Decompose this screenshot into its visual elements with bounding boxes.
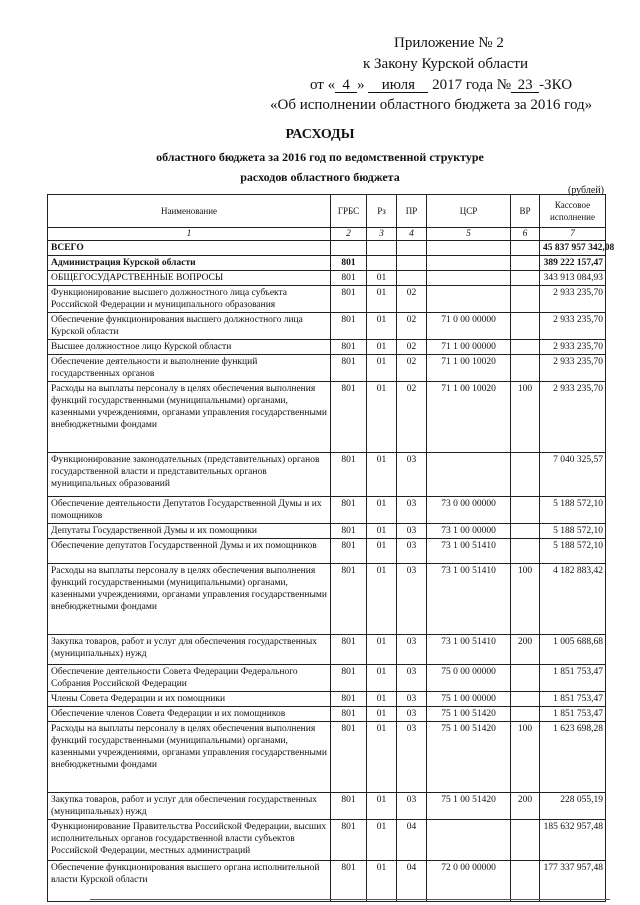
cell-vr (511, 340, 540, 355)
law-number: 23 (511, 78, 539, 93)
date-day: 4 (335, 78, 357, 93)
cell-pr: 03 (397, 692, 427, 707)
cell-pr (397, 256, 427, 271)
cell-vr (511, 861, 540, 902)
index-cell: 3 (367, 228, 397, 241)
cell-grbs: 801 (331, 382, 367, 453)
cell-amount: 2 933 235,70 (540, 382, 606, 453)
document-subtitle-1: областного бюджета за 2016 год по ведомственной структуре (156, 150, 484, 164)
cell-amount: 5 188 572,10 (540, 539, 606, 564)
cell-amount: 1 851 753,47 (540, 692, 606, 707)
cell-amount: 5 188 572,10 (540, 524, 606, 539)
col-rz-header: Рз (367, 195, 397, 228)
cell-rz: 01 (367, 564, 397, 635)
cell-grbs (331, 241, 367, 256)
cell-amount: 2 933 235,70 (540, 313, 606, 340)
index-cell: 5 (427, 228, 511, 241)
cell-amount: 177 337 957,48 (540, 861, 606, 902)
cell-rz: 01 (367, 539, 397, 564)
date-prefix: от « (310, 77, 336, 93)
cell-name: Обеспечение функционирования высшего органа исполнительной власти Курской области (48, 861, 331, 902)
cell-rz: 01 (367, 793, 397, 820)
cell-amount: 228 055,19 (540, 793, 606, 820)
table-row (48, 453, 606, 497)
cell-vr (511, 692, 540, 707)
expenditure-table (47, 194, 615, 902)
table-row (48, 564, 606, 635)
cell-pr: 02 (397, 286, 427, 313)
col-vr-header: ВР (511, 195, 540, 228)
cell-vr: 100 (511, 382, 540, 453)
cell-amount: 5 188 572,10 (540, 497, 606, 524)
cell-vr: 100 (511, 564, 540, 635)
table-body (48, 241, 615, 902)
cell-name: ОБЩЕГОСУДАРСТВЕННЫЕ ВОПРОСЫ (48, 271, 331, 286)
cell-vr (511, 256, 540, 271)
cell-vr (511, 539, 540, 564)
cell-grbs: 801 (331, 497, 367, 524)
cell-grbs: 801 (331, 722, 367, 793)
cell-csr (427, 286, 511, 313)
cell-vr (511, 524, 540, 539)
cell-pr: 03 (397, 707, 427, 722)
cell-pr: 03 (397, 635, 427, 665)
table-row (48, 355, 606, 382)
cell-csr (427, 256, 511, 271)
table-row (48, 286, 606, 313)
cell-name: Обеспечение депутатов Государственной Думы и их помощников (48, 539, 331, 564)
cell-csr: 75 1 00 51420 (427, 793, 511, 820)
cell-rz (367, 241, 397, 256)
cell-rz: 01 (367, 313, 397, 340)
cell-pr: 02 (397, 313, 427, 340)
cell-vr (511, 313, 540, 340)
cell-amount: 185 632 957,48 (540, 820, 606, 861)
index-cell: 6 (511, 228, 540, 241)
cell-csr: 73 1 00 51410 (427, 539, 511, 564)
cell-csr: 75 1 00 51420 (427, 707, 511, 722)
cell-grbs: 801 (331, 524, 367, 539)
cell-amount: 343 913 084,93 (540, 271, 606, 286)
cell-csr (427, 271, 511, 286)
cell-rz: 01 (367, 692, 397, 707)
cell-amount: 4 182 883,42 (540, 564, 606, 635)
cell-csr: 75 1 00 00000 (427, 692, 511, 707)
col-pr-header: ПР (397, 195, 427, 228)
cell-grbs: 801 (331, 692, 367, 707)
cell-vr (511, 286, 540, 313)
cell-rz: 01 (367, 707, 397, 722)
table-row (48, 539, 606, 564)
cell-grbs: 801 (331, 256, 367, 271)
document-subtitle-2: расходов областного бюджета (240, 170, 400, 184)
cell-csr: 73 1 00 51410 (427, 564, 511, 635)
cell-name: Обеспечение деятельности Совета Федерации Федерального Собрания Российской Федерации (48, 665, 331, 692)
cell-name: ВСЕГО (48, 241, 331, 256)
cell-vr: 100 (511, 722, 540, 793)
table-row (48, 665, 606, 692)
cell-rz (367, 256, 397, 271)
cell-name: Расходы на выплаты персоналу в целях обеспечения выполнения функций государственными (муниципальными) органами, казенными учреждениями, органами управления государственными внебюджетными фондами (48, 722, 331, 793)
cell-grbs: 801 (331, 861, 367, 902)
cell-pr: 03 (397, 793, 427, 820)
cell-pr: 04 (397, 820, 427, 861)
cell-csr: 73 1 00 51410 (427, 635, 511, 665)
table-row (48, 692, 606, 707)
cell-csr: 75 0 00 00000 (427, 665, 511, 692)
cell-grbs: 801 (331, 820, 367, 861)
cell-pr: 03 (397, 539, 427, 564)
index-cell: 1 (48, 228, 331, 241)
table-row (48, 313, 606, 340)
cell-vr (511, 355, 540, 382)
cell-vr (511, 453, 540, 497)
col-name-header: Наименование (48, 195, 331, 228)
cell-grbs: 801 (331, 453, 367, 497)
law-title: «Об исполнении областного бюджета за 2016 год» (270, 97, 593, 113)
cell-amount: 2 933 235,70 (540, 340, 606, 355)
cell-name: Депутаты Государственной Думы и их помощники (48, 524, 331, 539)
document-title: РАСХОДЫ (285, 127, 355, 142)
cell-csr: 73 0 00 00000 (427, 497, 511, 524)
cell-vr (511, 665, 540, 692)
unit-label: (рублей) (567, 185, 604, 196)
cell-rz: 01 (367, 340, 397, 355)
cell-rz: 01 (367, 861, 397, 902)
cell-name: Закупка товаров, работ и услуг для обеспечения государственных (муниципальных) нужд (48, 635, 331, 665)
table-row (48, 707, 606, 722)
cell-pr: 03 (397, 497, 427, 524)
cell-pr: 04 (397, 861, 427, 902)
cell-grbs: 801 (331, 271, 367, 286)
cell-csr: 71 1 00 00000 (427, 340, 511, 355)
page-bottom-rule (90, 899, 610, 900)
cell-amount: 1 851 753,47 (540, 665, 606, 692)
cell-name: Функционирование Правительства Российской Федерации, высших исполнительных органов государственной власти субъектов Российской Федерации, местных администраций (48, 820, 331, 861)
cell-grbs: 801 (331, 564, 367, 635)
cell-name: Обеспечение членов Совета Федерации и их помощников (48, 707, 331, 722)
cell-pr: 03 (397, 564, 427, 635)
cell-vr (511, 241, 540, 256)
table-row (48, 271, 606, 286)
cell-name: Функционирование законодательных (представительных) органов государственной власти и представительных органов муниципальных образований (48, 453, 331, 497)
cell-name: Администрация Курской области (48, 256, 331, 271)
cell-name: Закупка товаров, работ и услуг для обеспечения государственных (муниципальных) нужд (48, 793, 331, 820)
cell-rz: 01 (367, 635, 397, 665)
cell-name: Функционирование высшего должностного лица субъекта Российской Федерации и муниципального образования (48, 286, 331, 313)
cell-rz: 01 (367, 820, 397, 861)
cell-csr (427, 241, 511, 256)
cell-grbs: 801 (331, 539, 367, 564)
cell-vr (511, 820, 540, 861)
cell-csr: 72 0 00 00000 (427, 861, 511, 902)
cell-pr: 03 (397, 722, 427, 793)
cell-csr: 71 1 00 10020 (427, 382, 511, 453)
cell-csr: 75 1 00 51420 (427, 722, 511, 793)
table-row (48, 793, 606, 820)
cell-rz: 01 (367, 355, 397, 382)
col-amount-header: Кассовое исполнение (540, 195, 606, 228)
cell-csr: 71 1 00 10020 (427, 355, 511, 382)
cell-name: Обеспечение деятельности Депутатов Государственной Думы и их помощников (48, 497, 331, 524)
cell-csr (427, 820, 511, 861)
cell-vr: 200 (511, 793, 540, 820)
table-row (48, 635, 606, 665)
cell-amount: 2 933 235,70 (540, 355, 606, 382)
cell-amount: 389 222 157,47 (540, 256, 606, 271)
index-cell: 4 (397, 228, 427, 241)
cell-grbs: 801 (331, 635, 367, 665)
cell-csr (427, 453, 511, 497)
cell-vr (511, 497, 540, 524)
cell-rz: 01 (367, 286, 397, 313)
cell-grbs: 801 (331, 793, 367, 820)
cell-pr: 02 (397, 355, 427, 382)
cell-rz: 01 (367, 665, 397, 692)
cell-name: Обеспечение деятельности и выполнение функций государственных органов (48, 355, 331, 382)
cell-rz: 01 (367, 453, 397, 497)
cell-grbs: 801 (331, 313, 367, 340)
cell-name: Члены Совета Федерации и их помощники (48, 692, 331, 707)
cell-rz: 01 (367, 497, 397, 524)
cell-csr: 73 1 00 00000 (427, 524, 511, 539)
cell-grbs: 801 (331, 286, 367, 313)
table-row (48, 820, 606, 861)
table-row (48, 497, 606, 524)
cell-amount: 45 837 957 342,08 (540, 241, 606, 256)
date-year: 2017 года № (432, 77, 512, 93)
law-reference: к Закону Курской области (363, 56, 528, 72)
cell-vr (511, 707, 540, 722)
cell-vr (511, 271, 540, 286)
cell-pr: 03 (397, 453, 427, 497)
cell-amount: 1 623 698,28 (540, 722, 606, 793)
cell-vr: 200 (511, 635, 540, 665)
cell-grbs: 801 (331, 707, 367, 722)
cell-grbs: 801 (331, 665, 367, 692)
cell-rz: 01 (367, 382, 397, 453)
col-csr-header: ЦСР (427, 195, 511, 228)
table-index-row (48, 228, 606, 241)
cell-pr: 03 (397, 524, 427, 539)
table-row (48, 382, 606, 453)
index-cell: 2 (331, 228, 367, 241)
date-month: июля (368, 78, 428, 93)
cell-rz: 01 (367, 271, 397, 286)
col-grbs-header: ГРБС (331, 195, 367, 228)
cell-pr: 02 (397, 340, 427, 355)
table-row (48, 524, 606, 539)
cell-grbs: 801 (331, 355, 367, 382)
date-mid: » (357, 77, 365, 93)
table-header-row (48, 195, 606, 228)
cell-pr (397, 241, 427, 256)
cell-pr: 03 (397, 665, 427, 692)
cell-name: Обеспечение функционирования высшего должностного лица Курской области (48, 313, 331, 340)
table-row (48, 241, 606, 256)
table-row (48, 722, 606, 793)
cell-amount: 2 933 235,70 (540, 286, 606, 313)
cell-pr (397, 271, 427, 286)
law-suffix: -ЗКО (539, 77, 573, 93)
cell-name: Расходы на выплаты персоналу в целях обеспечения выполнения функций государственными (муниципальными) органами, казенными учреждениями, органами управления государственными внебюджетными фондами (48, 382, 331, 453)
cell-grbs: 801 (331, 340, 367, 355)
cell-amount: 7 040 325,57 (540, 453, 606, 497)
cell-rz: 01 (367, 524, 397, 539)
appendix-label: Приложение № 2 (394, 35, 504, 51)
index-cell: 7 (540, 228, 606, 241)
cell-amount: 1 005 688,68 (540, 635, 606, 665)
cell-rz: 01 (367, 722, 397, 793)
table-row (48, 340, 606, 355)
table-row (48, 256, 606, 271)
law-date-number (310, 76, 572, 94)
cell-pr: 02 (397, 382, 427, 453)
cell-csr: 71 0 00 00000 (427, 313, 511, 340)
table-row (48, 861, 606, 902)
cell-name: Высшее должностное лицо Курской области (48, 340, 331, 355)
cell-name: Расходы на выплаты персоналу в целях обеспечения выполнения функций государственными (муниципальными) органами, казенными учреждениями, органами управления государственными внебюджетными фондами (48, 564, 331, 635)
cell-amount: 1 851 753,47 (540, 707, 606, 722)
